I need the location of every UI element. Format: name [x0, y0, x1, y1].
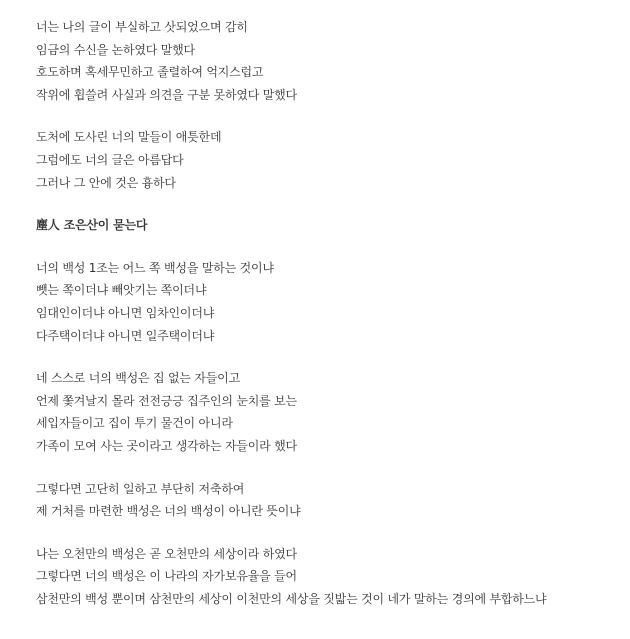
author-byline: 塵人 조은산이 묻는다	[36, 218, 148, 233]
poem-line: 작위에 휩쓸려 사실과 의견을 구분 못하였다 말했다	[36, 87, 297, 102]
stanza-3	[36, 257, 626, 347]
poem-line: 세입자들이고 집이 투기 물건이 아니라	[36, 416, 233, 431]
stanza-1	[36, 16, 626, 106]
poem-line: 가족이 모여 사는 곳이라고 생각하는 자들이라 했다	[36, 438, 297, 453]
poem-line: 제 거처를 마련한 백성은 너의 백성이 아니란 뜻이냐	[36, 504, 301, 519]
poem-line: 언제 쫓겨날지 몰라 전전긍긍 집주인의 눈치를 보는	[36, 393, 297, 408]
stanza-byline	[36, 214, 626, 237]
poem-line: 그러나 그 안에 것은 흉하다	[36, 175, 176, 190]
poem-line: 그럼에도 너의 글은 아름답다	[36, 152, 184, 167]
poem-line: 너는 나의 글이 부실하고 삿되었으며 감히	[36, 20, 248, 34]
poem-line: 호도하며 혹세무민하고 졸렬하여 억지스럽고	[36, 65, 264, 80]
poem-line: 뺏는 쪽이더냐 빼앗기는 쪽이더냐	[36, 283, 207, 298]
poem-line: 삼천만의 백성 뿐이며 삼천만의 세상이 이천만의 세상을 짓밟는 것이 네가 말하는 경의에 부합하느냐	[36, 591, 547, 606]
poem-line: 다주택이더냐 아니면 일주택이더냐	[36, 328, 215, 343]
poem-line: 그렇다면 고단히 일하고 부단히 저축하여	[36, 481, 245, 496]
stanza-4	[36, 367, 626, 457]
poem-line: 도처에 도사린 너의 말들이 애틋한데	[36, 130, 222, 145]
stanza-5	[36, 478, 626, 523]
stanza-6	[36, 543, 626, 611]
stanza-2	[36, 126, 626, 194]
poem-document	[36, 16, 626, 630]
poem-line: 임금의 수신을 논하였다 말했다	[36, 42, 195, 57]
poem-line: 임대인이더냐 아니면 임차인이더냐	[36, 305, 215, 320]
poem-line: 나는 오천만의 백성은 곧 오천만의 세상이라 하였다	[36, 546, 297, 561]
poem-line: 그렇다면 너의 백성은 이 나라의 자가보유율을 들어	[36, 569, 297, 584]
poem-line: 네 스스로 너의 백성은 집 없는 자들이고	[36, 371, 240, 386]
poem-line: 너의 백성 1조는 어느 쪽 백성을 말하는 것이냐	[36, 260, 274, 275]
